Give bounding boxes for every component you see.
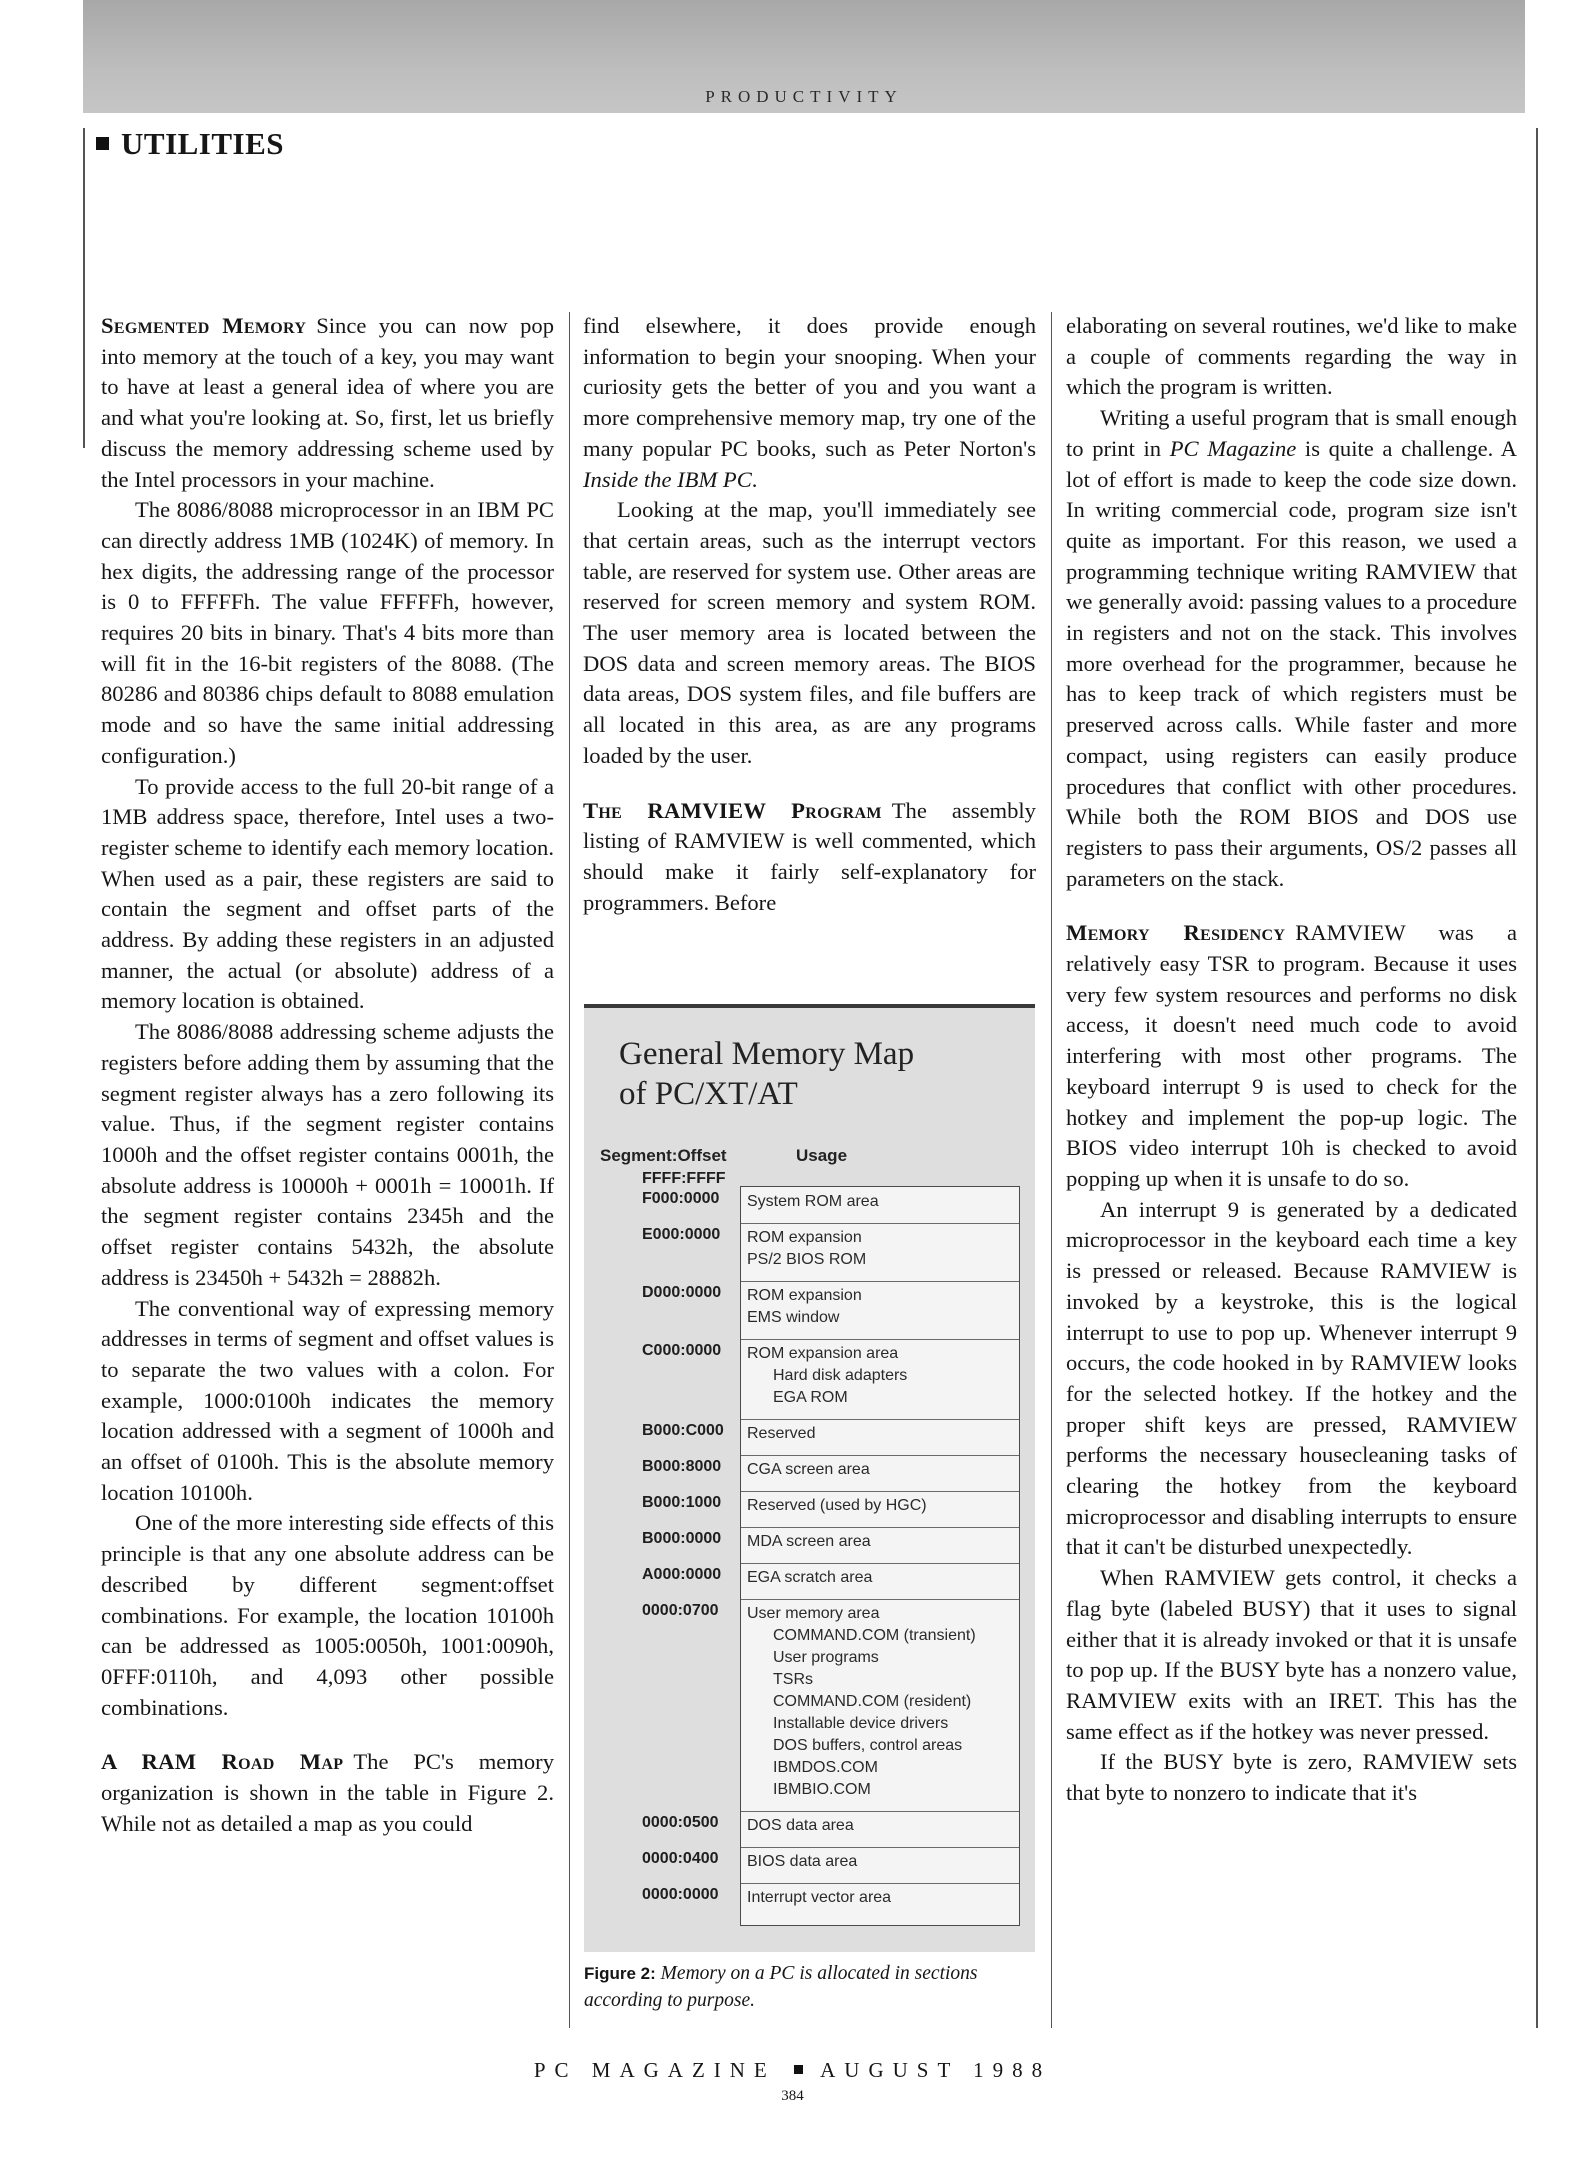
paragraph: The 8086/8088 addressing scheme adjusts the registers before adding them by assuming that the segment register always has a zero following its value. Thus, if the segment register contains 1000h and the offset register contains 0001h, the absolute address is 10000h + 0001h = 10001h. If the segment register contains 2345h and the offset register contains 5432h, the absolute address is 23450h + 5432h = 28882h.	[101, 1019, 554, 1290]
memory-area-sublabel: IBMBIO.COM	[773, 1781, 871, 1798]
memory-area-sublabel: COMMAND.COM (resident)	[773, 1693, 972, 1710]
caption-text: Memory on a PC is allocated in sections according to purpose.	[584, 1963, 978, 2011]
memory-area-sublabel: IBMDOS.COM	[773, 1759, 878, 1776]
paragraph: The conventional way of expressing memory addresses in terms of segment and offset values is to separate the two values with a colon. For example, 1000:0100h indicates the memory location addressed with a segment of 1000h and an offset of 0100h. This is the absolute memory location 10100h.	[101, 1295, 554, 1505]
memory-area-sublabel: User programs	[773, 1649, 879, 1666]
memory-map-figure	[584, 1004, 1035, 1952]
paragraph-text: .	[751, 466, 758, 492]
memory-area-label: ROM expansion	[747, 1229, 862, 1246]
segment-address: B000:C000	[642, 1422, 724, 1439]
column-3	[1066, 311, 1517, 1809]
footer-issue: AUGUST 1988	[820, 2058, 1052, 2082]
row-divider	[741, 1811, 1019, 1812]
paragraph	[101, 311, 554, 495]
row-divider	[741, 1223, 1019, 1224]
memory-area-label: CGA screen area	[747, 1461, 870, 1478]
subhead-segmented-memory: Segmented Memory	[101, 313, 307, 338]
paragraph: When RAMVIEW gets control, it checks a flag byte (labeled BUSY) that it uses to signal either that it is already invoked or that it is unsafe to pop up. If the BUSY byte has a nonzero value, RAMVIEW exits with an IRET. This has the same effect as if the hotkey was never pressed.	[1066, 1565, 1517, 1744]
memory-area-sublabel: COMMAND.COM (transient)	[773, 1627, 976, 1644]
segment-address: E000:0000	[642, 1226, 721, 1243]
row-divider	[741, 1883, 1019, 1884]
paragraph-text: is quite a challenge. A lot of effort is made to keep the code size down. In writing commercial code, program size isn't quite as important. For this reason, we used a programming technique writing RAMVIEW that we generally avoid: passing values to a procedure in registers and not on the stack. This involves more overhead for the programmer, because he has to keep track of which registers must be preserved across calls. While faster and more compact, using registers can easily produce procedures that conflict with other procedures. While both the ROM BIOS and DOS use registers to pass their arguments, OS/2 passes all parameters on the stack.	[1066, 435, 1517, 891]
paragraph: The 8086/8088 microprocessor in an IBM PC can directly address 1MB (1024K) of memory. In hex digits, the addressing range of the processor is 0 to FFFFFh. The value FFFFFh, however, requires 20 bits in binary. That's 4 bits more than will fit in the 16-bit registers of the 8088. (The 80286 and 80386 chips default to 8088 emulation mode and so have the same initial addressing configuration.)	[101, 497, 554, 768]
column-divider-1	[569, 312, 570, 2028]
memory-area-sublabel: TSRs	[773, 1671, 813, 1688]
row-divider	[741, 1599, 1019, 1600]
memory-area-label: Reserved (used by HGC)	[747, 1497, 927, 1514]
paragraph: If the BUSY byte is zero, RAMVIEW sets that byte to nonzero to indicate that it's	[1066, 1749, 1517, 1806]
row-divider	[741, 1419, 1019, 1420]
column-header-segment: Segment:Offset	[600, 1146, 727, 1165]
paragraph	[1066, 918, 1517, 1194]
memory-area-label: EMS window	[747, 1309, 840, 1326]
segment-address: 0000:0700	[642, 1602, 719, 1619]
square-bullet-icon	[794, 2065, 803, 2074]
memory-area-sublabel: Hard disk adapters	[773, 1367, 908, 1384]
segment-address: B000:0000	[642, 1530, 722, 1547]
figure-caption	[584, 1960, 1035, 2014]
column-rule-right	[1536, 128, 1538, 2028]
row-divider	[741, 1339, 1019, 1340]
memory-area-sublabel: DOS buffers, control areas	[773, 1737, 963, 1754]
paragraph-text: The assembly listing of RAMVIEW is well commented, which should make it fairly self-explanatory for programmers. Before	[583, 797, 1036, 915]
segment-address: A000:0000	[642, 1566, 722, 1583]
memory-area-label: ROM expansion	[747, 1287, 862, 1304]
column-rule-left	[83, 128, 85, 448]
subhead-memory-residency: Memory Residency	[1066, 920, 1286, 946]
segment-address: F000:0000	[642, 1190, 720, 1207]
paragraph: elaborating on several routines, we'd like to make a couple of comments regarding the way in which the program is written.	[1066, 313, 1517, 400]
memory-area-label: ROM expansion area	[747, 1345, 899, 1362]
segment-address: 0000:0400	[642, 1850, 719, 1867]
column-2	[583, 311, 1036, 918]
segment-address: 0000:0000	[642, 1886, 719, 1903]
figure-title-line-2: of PC/XT/AT	[619, 1076, 798, 1112]
paragraph	[583, 311, 1036, 495]
caption-label: Figure 2:	[584, 1964, 656, 1983]
row-divider	[741, 1527, 1019, 1528]
paragraph	[583, 796, 1036, 919]
memory-area-label: BIOS data area	[747, 1853, 858, 1870]
square-bullet-icon	[96, 137, 109, 150]
top-address: FFFF:FFFF	[642, 1170, 726, 1187]
memory-area-label: EGA scratch area	[747, 1569, 873, 1586]
paragraph: An interrupt 9 is generated by a dedicated microprocessor in the keyboard each time a key is pressed or released. Because RAMVIEW is invoked by a keystroke, this is the logical interrupt to use to pop up. Whenever interrupt 9 occurs, the code hooked in by RAMVIEW looks for the selected hotkey. If the hotkey and the proper shift keys are pressed, RAMVIEW performs the necessary housecleaning tasks of clearing the hotkey from the keyboard microprocessor and disabling interrupts to ensure that it can't be disturbed unexpectedly.	[1066, 1196, 1517, 1560]
row-divider	[741, 1491, 1019, 1492]
column-1	[101, 311, 554, 1839]
paragraph: One of the more interesting side effects of this principle is that any one absolute address can be described by different segment:offset combinations. For example, the location 10100h can be addressed as 1005:0050h, 1001:0090h, 0FFF:0110h, and 4,093 other possible combinations.	[101, 1510, 554, 1720]
subhead-ram-road-map: A RAM Road Map	[101, 1749, 344, 1775]
paragraph-text: Since you can now pop into memory at the touch of a key, you may want to have at least a general idea of where you are and what you're looking at. So, first, let us briefly discuss the memory addressing scheme used by the Intel processors in your machine.	[101, 313, 555, 492]
memory-area-label: System ROM area	[747, 1193, 879, 1210]
magazine-title: PC Magazine	[1169, 435, 1297, 461]
paragraph	[101, 1747, 554, 1839]
header-band	[83, 0, 1525, 113]
column-divider-2	[1051, 312, 1052, 2028]
footer-magazine	[0, 2058, 1585, 2083]
paragraph: To provide access to the full 20-bit range of a 1MB address space, therefore, Intel uses a two-register scheme to identify each memory location. When used as a pair, these registers are said to contain the segment and offset parts of the address. By adding these registers in an adjusted manner, the actual (or absolute) address of a memory location is obtained.	[101, 773, 554, 1014]
page-number: 384	[781, 2088, 804, 2104]
section-label: PRODUCTIVITY	[705, 87, 903, 106]
book-title: Inside the IBM PC	[583, 466, 752, 492]
paragraph-text: RAMVIEW was a relatively easy TSR to program. Because it uses very few system resources and performs no disk access, it doesn't need much code to avoid interfering with most other programs. The keyboard interrupt 9 is used to check for the hotkey and implement the pop-up logic. The BIOS video interrupt 10h is checked to avoid popping up when it is unsafe to do so.	[1066, 920, 1518, 1191]
figure-title-line-1: General Memory Map	[619, 1036, 915, 1072]
segment-address: B000:1000	[642, 1494, 722, 1511]
row-divider	[741, 1847, 1019, 1848]
memory-map-box	[740, 1186, 1020, 1926]
row-divider	[741, 1563, 1019, 1564]
memory-area-sublabel: Installable device drivers	[773, 1715, 949, 1732]
row-divider	[741, 1281, 1019, 1282]
subhead-ramview-program: The RAMVIEW Program	[583, 797, 882, 823]
memory-area-label: MDA screen area	[747, 1533, 871, 1550]
paragraph-text: find elsewhere, it does provide enough information to begin your snooping. When your curiosity gets the better of you and you want a more comprehensive memory map, try one of the many popular PC books, such as Peter Norton's	[583, 313, 1036, 461]
segment-address: D000:0000	[642, 1284, 722, 1301]
memory-area-label: DOS data area	[747, 1817, 854, 1834]
segment-address: B000:8000	[642, 1458, 722, 1475]
memory-area-sublabel: EGA ROM	[773, 1389, 848, 1406]
segment-address: 0000:0500	[642, 1814, 719, 1831]
paragraph-text: Writing a useful program that is small enough to print in	[1066, 405, 1517, 461]
segment-address: C000:0000	[642, 1342, 722, 1359]
memory-area-label: PS/2 BIOS ROM	[747, 1251, 867, 1268]
memory-area-label: User memory area	[747, 1605, 880, 1622]
paragraph-text: The PC's memory organization is shown in the table in Figure 2. While not as detailed a map as you could	[101, 1749, 555, 1836]
memory-area-label: Interrupt vector area	[747, 1889, 892, 1906]
figure-title	[619, 1034, 914, 1114]
footer-magazine-name: PC MAGAZINE	[533, 2058, 776, 2082]
memory-area-label: Reserved	[747, 1425, 816, 1442]
paragraph	[1066, 403, 1517, 894]
row-divider	[741, 1455, 1019, 1456]
category-label	[96, 126, 284, 162]
paragraph: Looking at the map, you'll immediately see that certain areas, such as the interrupt vectors table, are reserved for system use. Other areas are reserved for screen memory and system ROM. The user memory area is located between the DOS data and screen memory areas. The BIOS data areas, DOS system files, and file buffers are all located in this area, as are any programs loaded by the user.	[583, 497, 1036, 768]
category-text: UTILITIES	[121, 126, 285, 161]
column-header-usage: Usage	[796, 1146, 848, 1165]
